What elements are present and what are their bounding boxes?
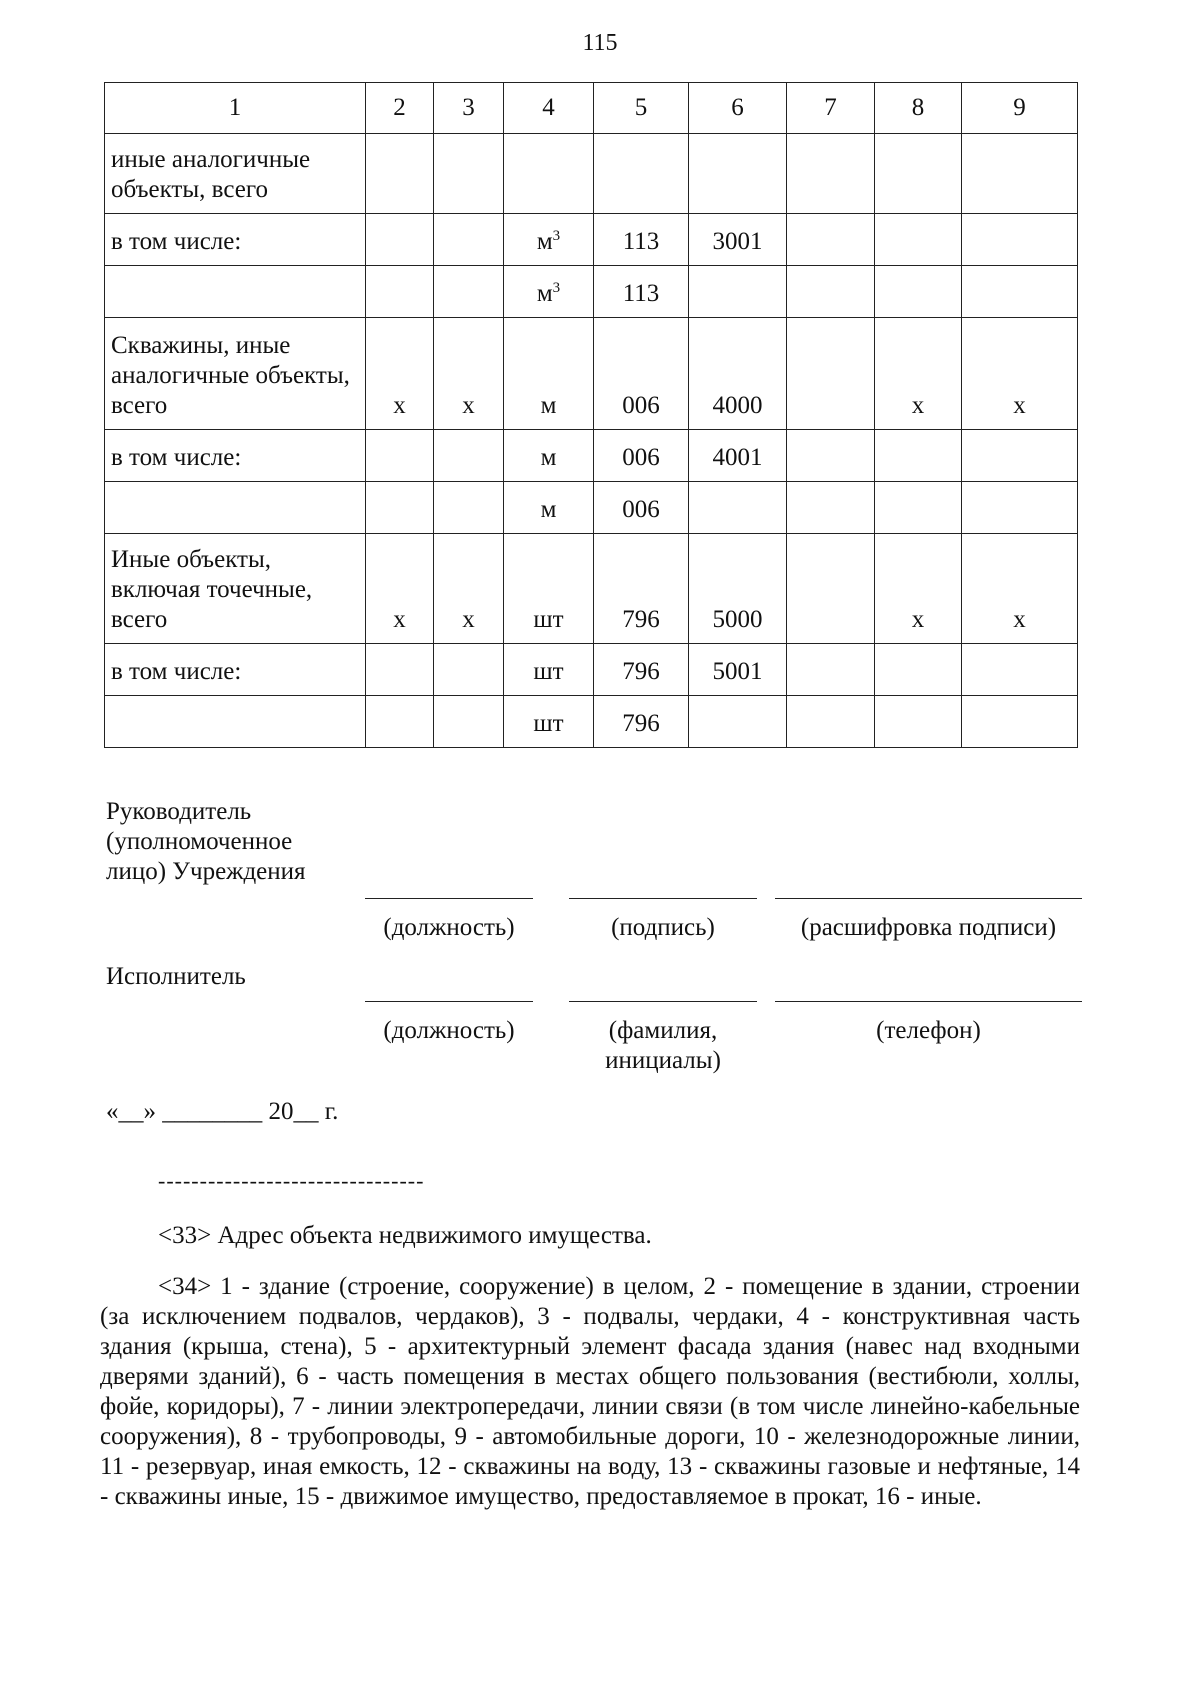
row-name-cell [105, 266, 366, 318]
footnote-separator: -------------------------------- [158, 1168, 425, 1193]
cell [434, 134, 504, 214]
head-position-line [365, 898, 533, 899]
cell [787, 430, 875, 482]
header-cell: 3 [434, 83, 504, 134]
header-cell: 5 [594, 83, 689, 134]
head-position-caption: (должность) [383, 914, 515, 941]
date-line: «__» ________ 20__ г. [106, 1098, 339, 1125]
cell [787, 266, 875, 318]
footnote-33: <33> Адрес объекта недвижимого имущества. [158, 1222, 652, 1249]
row-name-cell [105, 696, 366, 748]
unit-cell: шт [504, 534, 594, 644]
executor-name-caption: (фамилия, инициалы) [605, 1017, 721, 1074]
head-signature-line [569, 898, 757, 899]
cell [434, 266, 504, 318]
cell [366, 134, 434, 214]
executor-phone-line [775, 1001, 1082, 1002]
table-row [105, 482, 1078, 534]
okei-code-cell: 006 [594, 430, 689, 482]
unit-cell: шт [504, 696, 594, 748]
cell: х [366, 534, 434, 644]
cell [875, 214, 962, 266]
row-name-cell: в том числе: [105, 644, 366, 696]
line-code-cell: 5000 [689, 534, 787, 644]
line-code-cell [689, 696, 787, 748]
unit-text: м [536, 280, 553, 307]
cell [434, 214, 504, 266]
row-name-cell: в том числе: [105, 214, 366, 266]
cell [434, 696, 504, 748]
unit-superscript: 3 [552, 280, 561, 296]
header-cell: 8 [875, 83, 962, 134]
cell [875, 644, 962, 696]
cell [962, 266, 1078, 318]
cell [366, 696, 434, 748]
head-label: Руководитель (уполномоченное лицо) Учреждения [106, 798, 306, 885]
cell [787, 534, 875, 644]
cell [962, 134, 1078, 214]
footnote-34: <34> 1 - здание (строение, сооружение) в целом, 2 - помещение в здании, строении (за исключением подвалов, чердаков), 3 - подвалы, чердаки, 4 - конструктивная часть здания (крыша, стена), 5 - архитектурный элемент фасада здания (навес над входными дверями зданий), 6 - часть помещения в местах общего пользования (вестибюли, холлы, фойе, коридоры), 7 - линии электропередачи, линии связи (в том числе линейно-кабельные сооружения), 8 - трубопроводы, 9 - автомобильные дороги, 10 - железнодорожные линии, 11 - резервуар, иная емкость, 12 - скважины на воду, 13 - скважины газовые и нефтяные, 14 - скважины иные, 15 - движимое имущество, предоставляемое в прокат, 16 - иные. [100, 1273, 1080, 1510]
okei-code-cell: 796 [594, 534, 689, 644]
unit-text: м [536, 228, 553, 255]
head-decoding-caption: (расшифровка подписи) [800, 914, 1057, 941]
cell [787, 644, 875, 696]
cell [962, 644, 1078, 696]
unit-cell: шт [504, 644, 594, 696]
table-header-row [105, 83, 1078, 134]
okei-code-cell: 006 [594, 318, 689, 430]
cell [366, 430, 434, 482]
table-row [105, 214, 1078, 266]
cell [366, 482, 434, 534]
table-row [105, 534, 1078, 644]
cell: х [962, 534, 1078, 644]
cell [366, 266, 434, 318]
cell: х [366, 318, 434, 430]
cell [787, 214, 875, 266]
cell [787, 134, 875, 214]
unit-cell: м [504, 318, 594, 430]
executor-label: Исполнитель [106, 963, 246, 990]
row-name-cell: Иные объекты, включая точечные, всего [105, 534, 366, 644]
header-cell: 9 [962, 83, 1078, 134]
header-cell: 7 [787, 83, 875, 134]
data-table [104, 82, 1078, 748]
line-code-cell: 4001 [689, 430, 787, 482]
cell: х [875, 534, 962, 644]
row-name-cell: Скважины, иные аналогичные объекты, всего [105, 318, 366, 430]
cell: х [434, 318, 504, 430]
okei-code-cell: 006 [594, 482, 689, 534]
okei-code-cell: 796 [594, 644, 689, 696]
executor-position-caption: (должность) [383, 1017, 515, 1044]
cell: х [875, 318, 962, 430]
okei-code-cell [594, 134, 689, 214]
cell [787, 318, 875, 430]
cell: х [962, 318, 1078, 430]
row-name-cell: в том числе: [105, 430, 366, 482]
cell [875, 134, 962, 214]
cell [875, 266, 962, 318]
cell [875, 482, 962, 534]
page-number: 115 [582, 30, 618, 56]
table-row [105, 430, 1078, 482]
cell [962, 696, 1078, 748]
okei-code-cell: 113 [594, 214, 689, 266]
line-code-cell [689, 482, 787, 534]
table-row [105, 318, 1078, 430]
executor-position-line [365, 1001, 533, 1002]
row-name-cell [105, 482, 366, 534]
okei-code-cell: 796 [594, 696, 689, 748]
cell [962, 430, 1078, 482]
unit-cell [504, 214, 594, 266]
header-cell: 6 [689, 83, 787, 134]
line-code-cell [689, 266, 787, 318]
head-signature-caption: (подпись) [611, 914, 715, 941]
table-row [105, 696, 1078, 748]
cell [434, 430, 504, 482]
cell [787, 696, 875, 748]
cell [787, 482, 875, 534]
line-code-cell: 4000 [689, 318, 787, 430]
table-row [105, 266, 1078, 318]
row-name-cell: иные аналогичные объекты, всего [105, 134, 366, 214]
cell [875, 696, 962, 748]
unit-cell: м [504, 482, 594, 534]
cell [434, 644, 504, 696]
cell [962, 482, 1078, 534]
unit-cell [504, 266, 594, 318]
cell [875, 430, 962, 482]
executor-phone-caption: (телефон) [876, 1017, 981, 1044]
line-code-cell: 5001 [689, 644, 787, 696]
unit-superscript: 3 [552, 228, 561, 244]
header-cell: 2 [366, 83, 434, 134]
cell [366, 214, 434, 266]
header-cell: 1 [105, 83, 366, 134]
cell [434, 482, 504, 534]
head-decoding-line [775, 898, 1082, 899]
unit-cell [504, 134, 594, 214]
cell: х [434, 534, 504, 644]
table-row [105, 134, 1078, 214]
table-row [105, 644, 1078, 696]
header-cell: 4 [504, 83, 594, 134]
line-code-cell [689, 134, 787, 214]
line-code-cell: 3001 [689, 214, 787, 266]
cell [962, 214, 1078, 266]
unit-cell: м [504, 430, 594, 482]
okei-code-cell: 113 [594, 266, 689, 318]
cell [366, 644, 434, 696]
executor-name-line [569, 1001, 757, 1002]
